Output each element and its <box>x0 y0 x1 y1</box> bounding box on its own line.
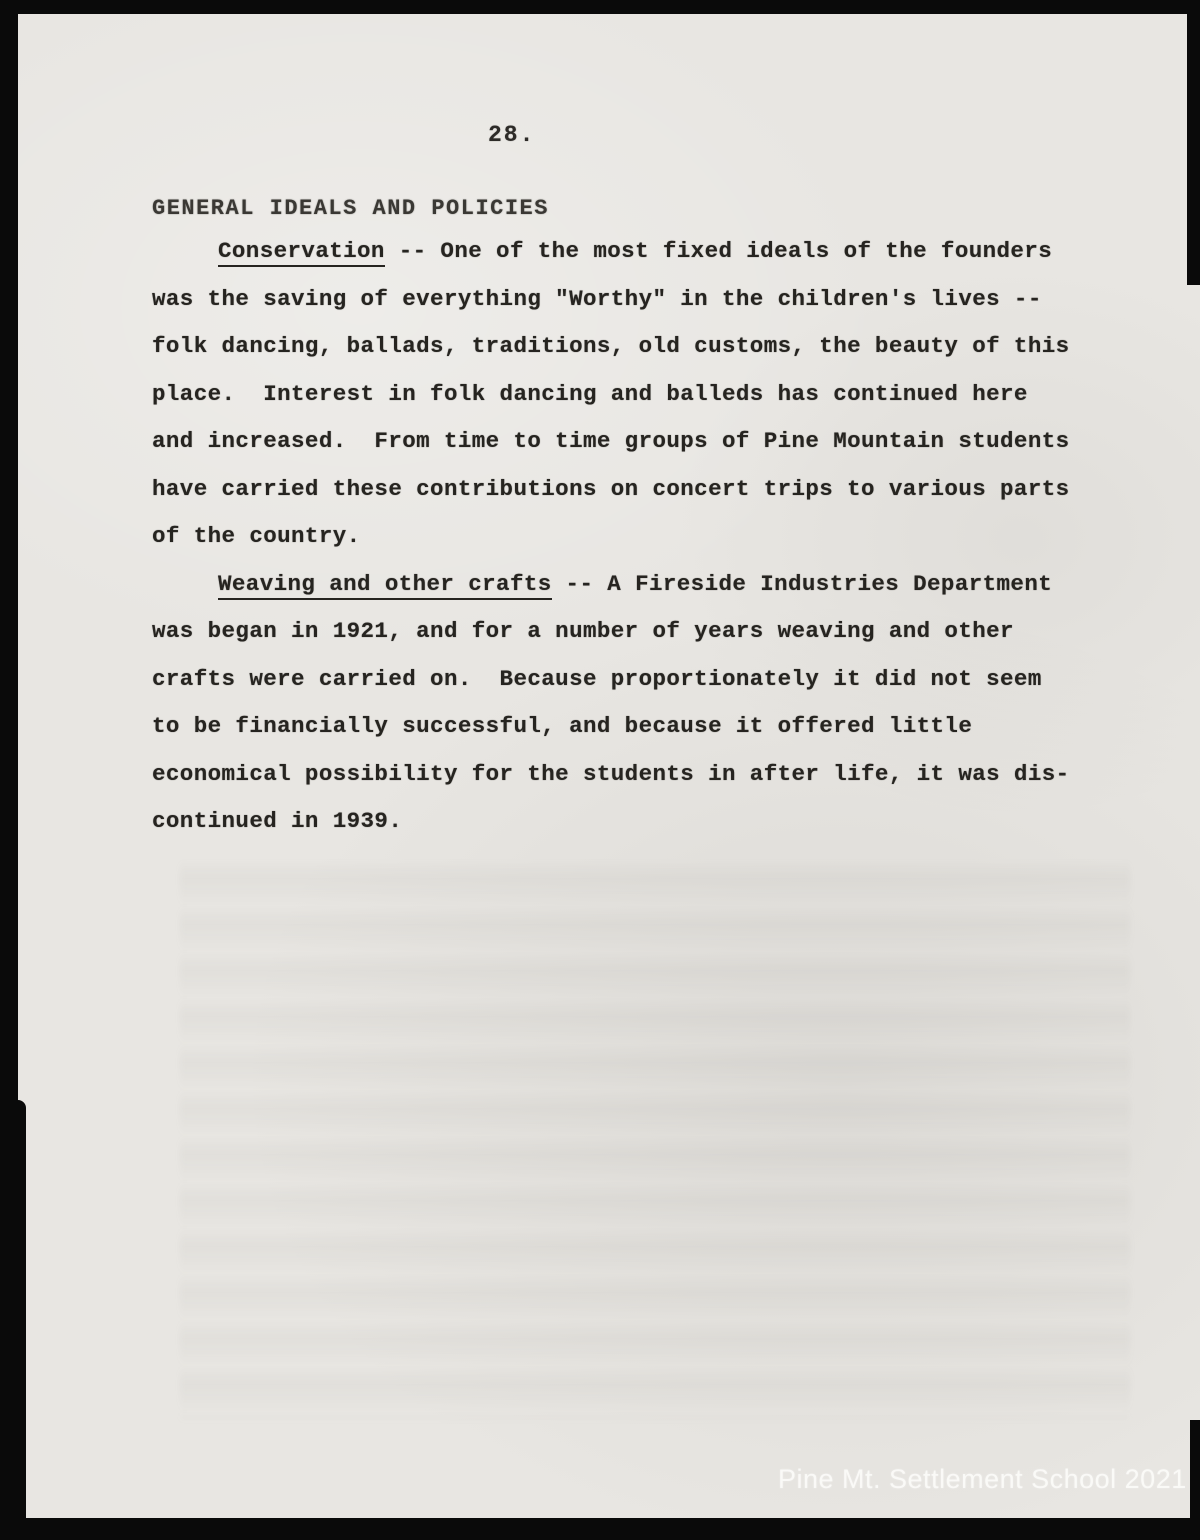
scan-edge-left-lower <box>0 1100 26 1540</box>
text-line <box>152 333 1112 381</box>
line-text: continued in 1939. <box>152 808 403 834</box>
line-text: -- One of the most fixed ideals of the founders <box>384 238 1053 264</box>
underlined-lead: Conservation <box>218 238 385 267</box>
line-text: -- A Fireside Industries Department <box>551 570 1053 597</box>
scan-edge-top <box>0 0 1200 14</box>
page-number: 28. <box>488 122 536 148</box>
archive-watermark: Pine Mt. Settlement School 2021 <box>778 1464 1187 1494</box>
text-line <box>152 618 1112 666</box>
section-heading: GENERAL IDEALS AND POLICIES <box>152 196 549 221</box>
text-line <box>152 666 1112 714</box>
line-text: economical possibility for the students in after life, it was dis- <box>152 760 1070 787</box>
scan-edge-right-bottom <box>1190 1420 1200 1540</box>
text-line <box>152 238 1112 286</box>
text-line <box>152 761 1112 809</box>
scan-edge-bottom <box>0 1518 1200 1540</box>
scan-edge-right-top <box>1187 0 1200 285</box>
text-line <box>152 381 1112 429</box>
text-line <box>152 571 1112 619</box>
text-line <box>152 523 1112 571</box>
line-text: of the country. <box>152 523 361 549</box>
text-line <box>152 286 1112 334</box>
underlined-lead: Weaving and other crafts <box>218 571 552 600</box>
line-text: to be financially successful, and because it offered little <box>152 713 973 739</box>
line-text: crafts were carried on. Because proportionately it did not seem <box>152 665 1042 692</box>
text-line <box>152 428 1112 476</box>
line-text: folk dancing, ballads, traditions, old customs, the beauty of this <box>152 333 1070 359</box>
line-text: and increased. From time to time groups of Pine Mountain students <box>152 428 1070 454</box>
text-line <box>152 713 1112 761</box>
line-text: have carried these contributions on concert trips to various parts <box>152 475 1070 502</box>
document-body <box>152 238 1112 856</box>
text-line <box>152 808 1112 856</box>
line-text: place. Interest in folk dancing and balleds has continued here <box>152 380 1028 407</box>
line-text: was the saving of everything "Worthy" in the children's lives -- <box>152 285 1042 312</box>
text-line <box>152 476 1112 524</box>
line-text: was began in 1921, and for a number of years weaving and other <box>152 618 1014 644</box>
ink-bleed-through <box>180 860 1130 1420</box>
